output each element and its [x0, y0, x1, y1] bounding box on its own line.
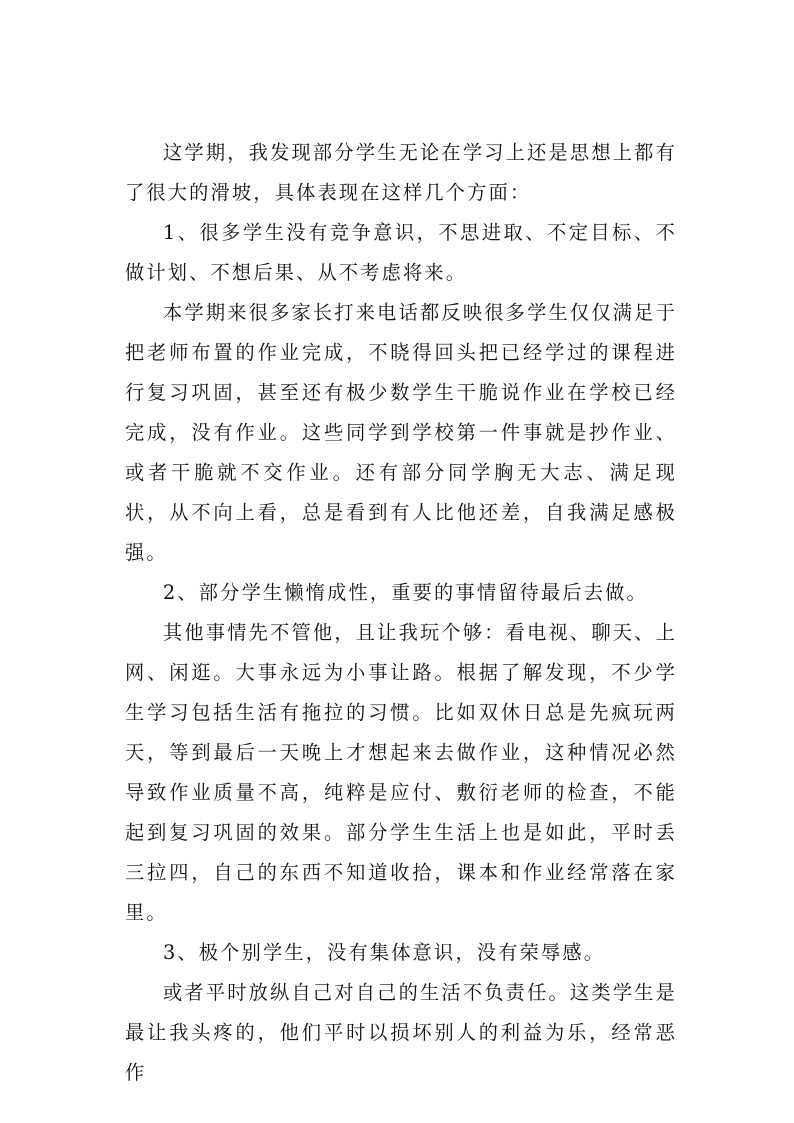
document-body: [125, 133, 677, 1093]
paragraph-point-1: 1、很多学生没有竞争意识，不思进取、不定目标、不做计划、不想后果、从不考虑将来。: [125, 221, 677, 284]
paragraph-point-3: 3、极个别学生，没有集体意识，没有荣辱感。: [163, 941, 606, 964]
paragraph-point-3-detail: 或者平时放纵自己对自己的生活不负责任。这类学生是最让我头疼的，他们平时以损坏别人的利益为乐，经常恶作: [125, 981, 677, 1084]
paragraph-intro: 这学期，我发现部分学生无论在学习上还是思想上都有了很大的滑坡，具体表现在这样几个方面：: [125, 141, 677, 204]
paragraph-point-2: 2、部分学生懒惰成性，重要的事情留待最后去做。: [163, 581, 648, 604]
paragraph-point-2-detail: 其他事情先不管他，且让我玩个够：看电视、聊天、上网、闲逛。大事永远为小事让路。根据了解发现，不少学生学习包括生活有拖拉的习惯。比如双休日总是先疯玩两天，等到最后一天晚上才想起来去做作业，这种情况必然导致作业质量不高，纯粹是应付、敷衍老师的检查，不能起到复习巩固的效果。部分学生生活上也是如此，平时丢三拉四，自己的东西不知道收拾，课本和作业经常落在家里。: [125, 621, 677, 924]
paragraph-point-1-detail: 本学期来很多家长打来电话都反映很多学生仅仅满足于把老师布置的作业完成，不晓得回头把已经学过的课程进行复习巩固，甚至还有极少数学生干脆说作业在学校已经完成，没有作业。这些同学到学校第一件事就是抄作业、或者干脆就不交作业。还有部分同学胸无大志、满足现状，从不向上看，总是看到有人比他还差，自我满足感极强。: [125, 301, 677, 564]
